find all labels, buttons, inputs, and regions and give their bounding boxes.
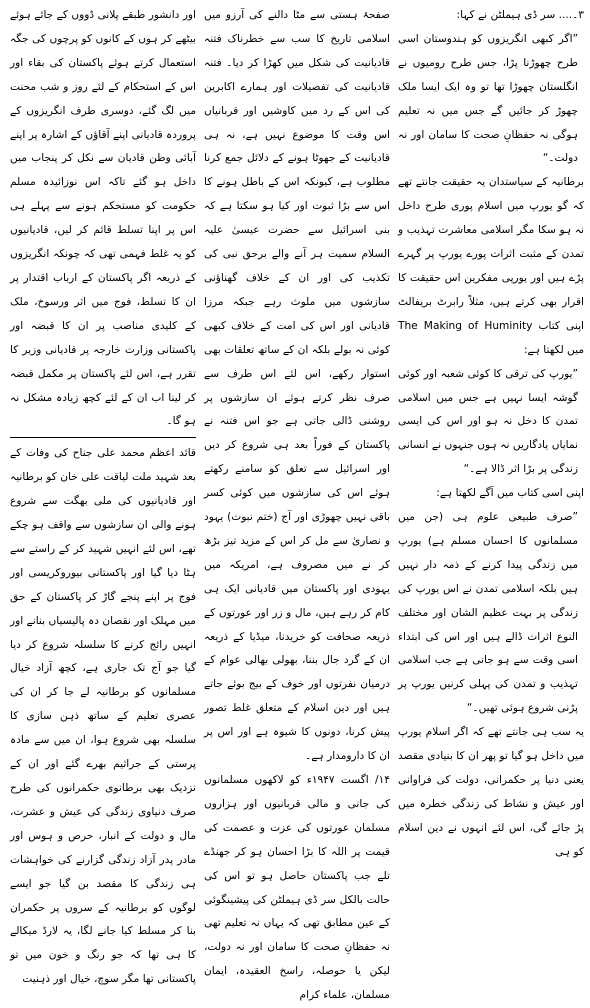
quote-intro: ۳۔.... سر ڈی ہیملٹن نے کہا:: [456, 9, 584, 21]
briffault-quote-2: ”صرف طبیعی علوم ہی (جن میں مسلمانوں کا احسان مسلم ہے) یورپ میں زندگی پیدا کرنے کے ذمہ دار نہیں ہیں بلکہ اسلامی تمدن نے اس یورپ کی زندگی پر بہت عظیم الشان اور مختلف النوع اثرات ڈالے ہیں اور اس کی ابتداء اسی وقت سے ہو جاتی ہے جب اسلامی تہذیب و تمدن کی پہلی کرنیں یورپ پر پڑنی شروع ہوئی تھیں۔“: [398, 511, 578, 715]
hamilton-quote: ”اگر کبھی انگریزوں کو ہندوستان اسی طرح چھوڑنا پڑا، جس طرح رومیوں نے انگلستان چھوڑا تھا تو وہ ایک ایسا ملک چھوڑ کر جائیں گے جس میں نہ تعلیم ہوگی نہ حفظانِ صحت کا سامان اور نہ دولت۔“: [398, 32, 578, 165]
section-divider: [10, 437, 196, 438]
paragraph-text: میں لکھتا ہے:: [523, 343, 584, 356]
column-middle: [204, 4, 390, 1002]
paragraph: اپنی اسی کتاب میں آگے لکھتا ہے:: [436, 487, 584, 500]
paragraph-text: برطانیہ کے سیاستدان یہ حقیقت جانتے تھے کہ گو یورپ میں اسلام پوری طرح داخل نہ ہو سکا مگر اسلامی معاشرت تہذیب و تمدن کے مثبت اثرات پورے یورپ پر گہرے پڑے ہیں اور یورپی مفکرین اس حقیقت کا اقرار بھی کرتے ہیں، مثلاً رابرٹ بریفالٹ اپنی کتاب: [398, 176, 584, 332]
article-columns: [6, 4, 584, 1002]
briffault-quote: ”یورپ کی ترقی کا کوئی شعبہ اور کوئی گوشہ ایسا نہیں ہے جس میں اسلامی تمدن کا دخل نہ ہو اور اس کی ایسی نمایاں یادگاریں نہ ہوں جنہوں نے انسانی زندگی پر بڑا اثر ڈالا ہے۔“: [398, 367, 578, 476]
column-right: [398, 4, 584, 858]
book-title: The Making of Huminity: [398, 319, 533, 332]
paragraph: [398, 171, 584, 362]
paragraph: قائد اعظم محمد علی جناح کی وفات کے بعد شہید ملت لیاقت علی خان کو برطانیہ اور قادیانیوں کی ملی بھگت سے شروع ہونے والی ان سازشوں سے واقف ہو چکے تھے، اس لئے انہیں شہید کر کے راستے سے ہٹا دیا گیا اور پاکستانی بیوروکریسی اور فوج پر اپنے پنجے گاڑ کر پاکستان کے حق میں مہلک اور نقصان دہ پالیسیاں بنانے اور انہیں رائج کرنے کا سلسلہ شروع کر دیا گیا جو آج تک جاری ہے، کچھ آزاد خیال مسلمانوں کو برطانیہ لے جا کر ان کی عصری تعلیم کے ساتھ ذہن سازی کا سلسلہ بھی شروع ہوا، ان میں سے مادہ پرستی کے جراثیم بھرے گئے اور ان کے نزدیک بھی برطانوی حکمرانوں کی طرح صرف دنیاوی زندگی کی عیش و عشرت، مال و دولت کے انبار، حرص و ہوس اور مادر پدر آزاد زندگی گزارنے کی خواہشات ہی زندگی کا مقصد بن گیا جو ایسے لوگوں کو برطانیہ کے سروں پر حکمران بنا کر مسلط کیا جانے لگا، یہ لارڈ میکالے کا ہی تھا کہ جو رنگ و خون میں تو پاکستانی تھا مگر سوچ، خیال اور ذہنیت: [10, 447, 196, 986]
paragraph: ۱۴/ اگست ۱۹۴۷ء کو لاکھوں مسلمانوں کی جانی و مالی قربانیوں اور ہزاروں مسلمان عورتوں کی عزت و عصمت کی قیمت پر اللہ کا بڑا احسان ہو کر جھنڈے تلے جب پاکستان حاصل ہو تو اس کی حالت بالکل سر ڈی ہیملٹن کی پیشینگوئی کے عین مطابق تھی کہ یہاں نہ تعلیم تھی نہ حفظانِ صحت کا سامان اور نہ دولت، لیکن یا حوصلہ، راسخ العقیدہ، ایمان مسلمان، علماء کرام: [204, 774, 390, 1002]
paragraph: صفحۂ ہستی سے مٹا دالنے کی آرزو میں اسلامی تاریخ کا سب سے خطرناک فتنہ قادیانیت کی شکل میں کھڑا کر دیا۔ فتنہ قادیانیت کی تفصیلات اور ہمارے اکابرین کی اس کے رد میں کاوشیں اور قربانیاں اس وقت کا موضوع نہیں ہے، نہ ہی قادیانیت کے جھوٹا ہونے کے دلائل جمع کرنا مطلوب ہے، کیونکہ اس کے باطل ہونے کا اس سے بڑا ثبوت اور کیا ہو سکتا ہے کہ بنی اسرائیل سے حضرت عیسیٰ علیہ السلام سمیت ہر آنے والے برحق نبی کی تکذیب کی اور ان کے خلاف گھناؤنی سازشوں میں ملوث رہے جبکہ مرزا قادیانی اور اس کی امت کے خلاف کبھی کوئی نہ بولے بلکہ ان کے ساتھ تعلقات بھی استوار رکھے، اس لئے اس طرف سے صرف نظر کرتے ہوئے ان سازشوں پر روشنی ڈالی جاتی ہے جو اس فتنہ نے پاکستان کے فوراً بعد ہی شروع کر دیں اور اسرائیل سے تعلق کو سامنے رکھتے ہوئے اس کی سازشوں میں کوئی کسر باقی نہیں چھوڑی اور آج (ختم نبوت) یہود و نصاریٰ سے مل کر اس کے مزید تیز بڑھ کر نے میں مصروف ہے، امریکہ میں یہودی اور پاکستان میں قادیانی ایک ہی کام کر رہے ہیں، مال و زر اور عورتوں کے ذریعہ صحافت کو خریدنا، میڈیا کے ذریعہ ان کے گرد جال بننا، بھولی بھالی عوام کے درمیان نفرتوں اور خوف کے بیج بوئے جاتے ہیں اور دین اسلام کے متعلق غلط تصور پیش کرنا، دونوں کا شیوہ ہے اور اس پر ان کا دارومدار ہے۔: [204, 9, 390, 763]
paragraph: اور دانشور طبقے پلانی ڈووں کے جائے ہوئے بیٹھے کر ہوں کے کانوں کو پرچوں کی جگہ استعمال کرتے ہوئے پاکستان کی بقاء اور اس کے استحکام کے لئے روز و شب محنت میں لگ گئے، دوسری طرف انگریزوں کے پروردہ قادیانی اپنے آقاؤں کے اشارہ پر اپنے آبائی وطن قادیان سے نکل کر پنجاب میں داخل ہو گئے تاکہ اس نوزائیدہ مسلم حکومت کو مستحکم ہونے سے پہلے ہی اس پر اپنا تسلط قائم کر لیں، قادیانیوں کو یہ غلط فہمی تھی کہ چونکہ انگریزوں کے ذریعہ اگر پاکستان کے ارباب اقتدار پر ان کا تسلط، فوج میں اثر ورسوخ، ملک کے کلیدی مناصب پر ان کا قبضہ اور پاکستانی وزارت خارجہ پر قادیانی وزیر کا تقرر ہے، اس لئے پاکستان پر مکمل قبضہ کر لینا اب ان کے لئے کچھ زیادہ مشکل نہ ہو گا۔: [10, 9, 196, 428]
column-left: [10, 4, 196, 986]
paragraph: یہ سب ہی جانتے تھے کہ اگر اسلام یورپ میں داخل ہو گیا تو پھر ان کا بنیادی مقصد یعنی دنیا پر حکمرانی، دولت کی فراوانی اور عیش و نشاط کی زندگی خطرہ میں پڑ جائے گی، اس لئے انہوں نے دین اسلام کو ہی: [398, 726, 584, 858]
